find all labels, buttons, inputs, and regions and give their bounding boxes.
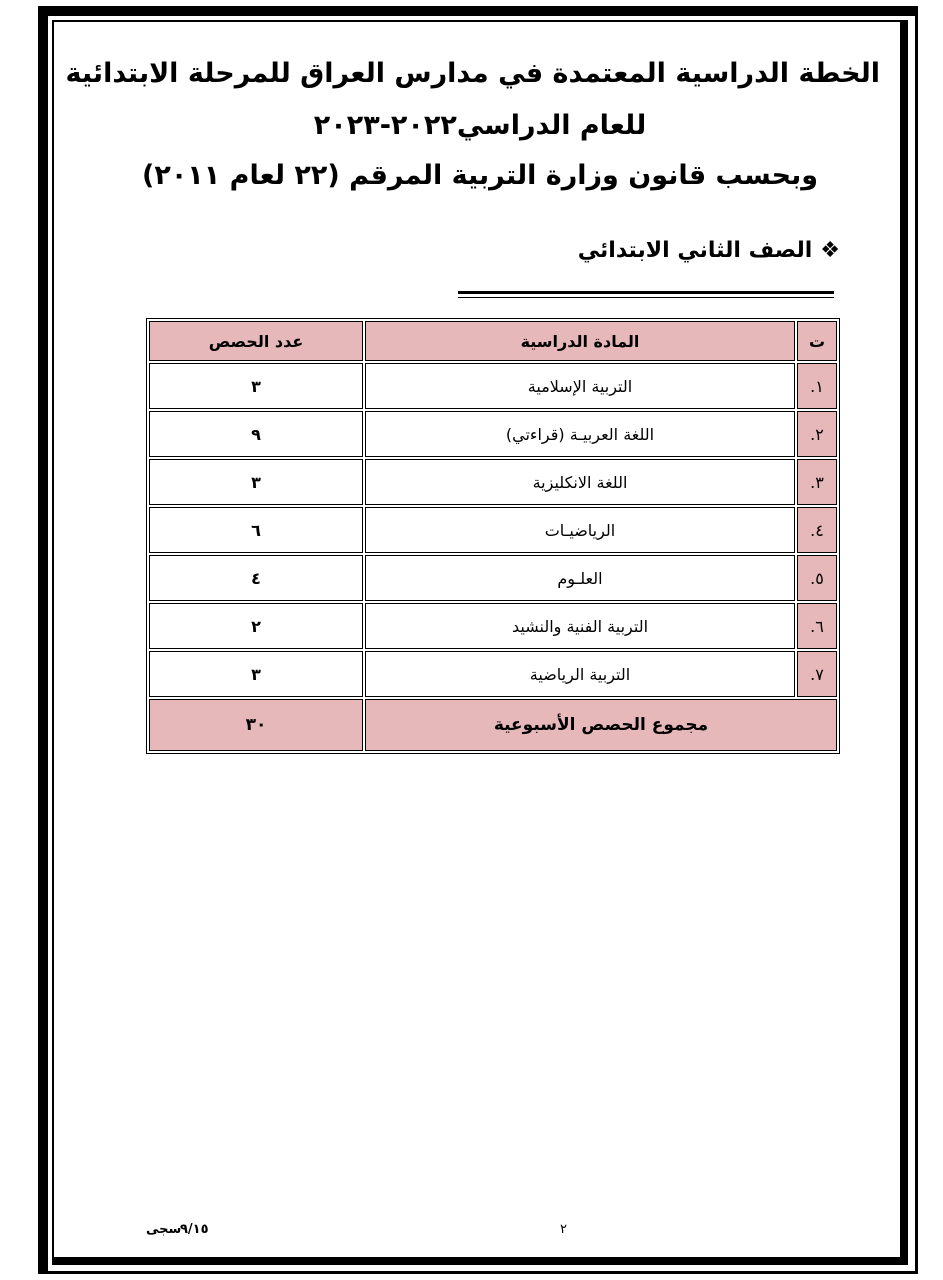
grade-label: الصف الثاني الابتدائي (577, 238, 813, 263)
row-count: ٣ (149, 459, 363, 505)
row-subject: اللغة العربيـة (قراءتي) (365, 411, 795, 457)
row-num: ١. (797, 363, 837, 409)
row-num: ٧. (797, 651, 837, 697)
row-num: ٥. (797, 555, 837, 601)
row-count: ٤ (149, 555, 363, 601)
row-subject: اللغة الانكليزية (365, 459, 795, 505)
page-number: ٢ (560, 1222, 567, 1237)
heading-underline-thin (458, 297, 834, 298)
row-num: ٢. (797, 411, 837, 457)
row-count: ٢ (149, 603, 363, 649)
document-title-line3: وبحسب قانون وزارة التربية المرقم (٢٢ لعام ٢٠١١) (142, 160, 818, 191)
row-subject: التربية الرياضية (365, 651, 795, 697)
diamond-bullet-icon: ❖ (820, 238, 840, 263)
footer-author: سجى (146, 1222, 182, 1237)
row-count: ٣ (149, 651, 363, 697)
table-row (149, 459, 837, 505)
total-value: ٣٠ (149, 699, 363, 751)
row-num: ٤. (797, 507, 837, 553)
document-title-line1: الخطة الدراسية المعتمدة في مدارس العراق للمرحلة الابتدائية (65, 58, 880, 89)
table-row (149, 555, 837, 601)
header-num: ت (797, 321, 837, 361)
footer-date: ٩/١٥ (180, 1222, 209, 1237)
total-label: مجموع الحصص الأسبوعية (365, 699, 837, 751)
header-count: عدد الحصص (149, 321, 363, 361)
heading-underline (458, 291, 834, 294)
table-row (149, 411, 837, 457)
document-title-line2: للعام الدراسي٢٠٢٢-٢٠٢٣ (313, 110, 647, 141)
row-subject: التربية الفنية والنشيد (365, 603, 795, 649)
row-num: ٦. (797, 603, 837, 649)
table-row (149, 603, 837, 649)
row-subject: العلـوم (365, 555, 795, 601)
grade-heading (578, 238, 840, 263)
row-num: ٣. (797, 459, 837, 505)
total-row (149, 699, 837, 751)
study-plan-table (146, 318, 840, 754)
table-header-row (149, 321, 837, 361)
header-subject: المادة الدراسية (365, 321, 795, 361)
row-subject: التربية الإسلامية (365, 363, 795, 409)
row-subject: الرياضيـات (365, 507, 795, 553)
row-count: ٦ (149, 507, 363, 553)
table-row (149, 507, 837, 553)
table-row (149, 363, 837, 409)
row-count: ٣ (149, 363, 363, 409)
row-count: ٩ (149, 411, 363, 457)
table-row (149, 651, 837, 697)
